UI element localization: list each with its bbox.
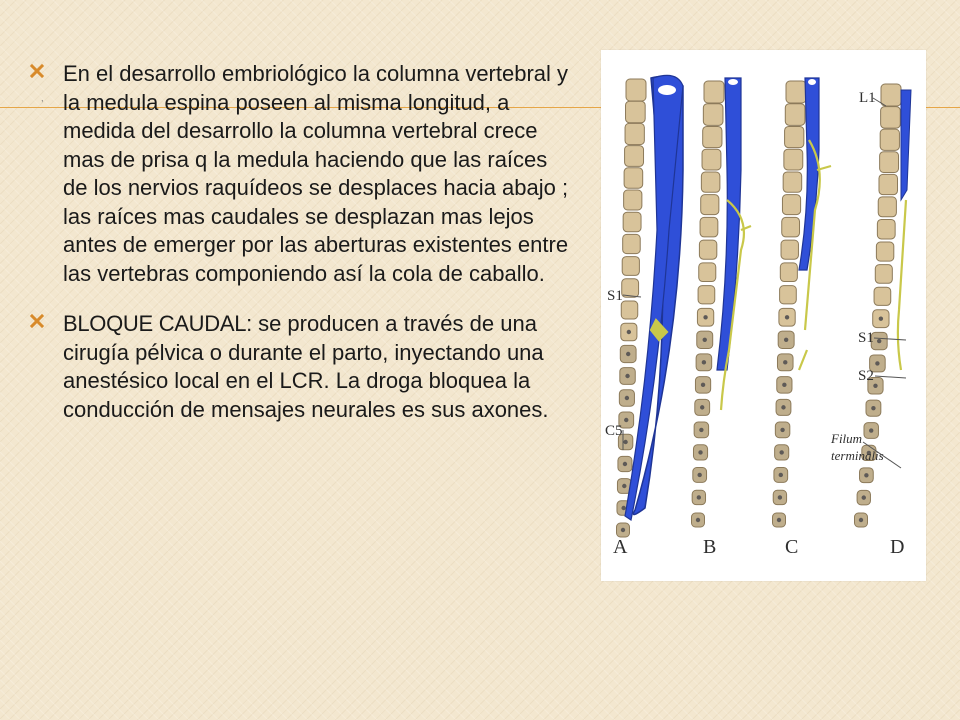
vertebra-dot-c xyxy=(783,360,787,364)
vertebra-d xyxy=(877,219,895,238)
vertebra-dot-c xyxy=(782,383,786,387)
nerve-root xyxy=(898,200,906,370)
vertebra-dot-b xyxy=(697,495,701,499)
panel-label-d: D xyxy=(890,536,905,558)
bullet-text: En el desarrollo embriológico la columna vertebral y la medula espina poseen al misma longitud, a medida del desarrollo la columna vertebral crece mas de prisa q la medula haciendo que las raíces de los nervios raquídeos se desplaces hacia abajo ; las raíces mas caudales se desplazan mas lejos antes de emerger por las aberturas existentes entre las vertebras componiendo así la cola de caballo. xyxy=(63,61,569,286)
vertebra-a xyxy=(623,212,641,232)
vertebra-dot-d xyxy=(871,406,875,410)
vertebra-dot-c xyxy=(779,450,783,454)
vertebra-c xyxy=(783,172,802,192)
vertebra-a xyxy=(621,301,638,319)
vertebra-dot-d xyxy=(873,384,877,388)
panel-label-c: C xyxy=(785,536,799,558)
bullet-keyword: BLOQUE CAUDAL: xyxy=(63,311,252,336)
vertebra-dot-b xyxy=(703,338,707,342)
label-l1-d: L1 xyxy=(859,90,876,106)
vertebra-b xyxy=(703,126,722,147)
bullet-list xyxy=(30,60,570,446)
vertebra-d xyxy=(875,265,892,284)
vertebra-dot-a xyxy=(621,506,625,510)
vertebra-dot-b xyxy=(697,473,701,477)
vertebra-c xyxy=(780,263,797,282)
vertebra-b xyxy=(704,81,724,103)
vertebra-a xyxy=(624,168,643,188)
vertebra-dot-b xyxy=(703,315,707,319)
vertebra-dot-d xyxy=(869,428,873,432)
figure-canvas xyxy=(601,50,926,581)
vertebra-dot-d xyxy=(877,339,881,343)
label-s2-d: S2 xyxy=(858,368,874,384)
label-filum-2: terminalis xyxy=(831,448,884,463)
vertebra-dot-a xyxy=(623,440,627,444)
vertebra-dot-d xyxy=(859,518,863,522)
vertebra-d xyxy=(881,84,901,106)
vertebra-dot-c xyxy=(785,315,789,319)
vertebra-c xyxy=(780,286,797,304)
vertebra-dot-a xyxy=(625,374,629,378)
vertebra-c xyxy=(782,217,800,236)
canal-b xyxy=(728,79,738,85)
vertebra-b xyxy=(701,195,719,215)
vertebra-dot-d xyxy=(864,473,868,477)
x-bullet-icon xyxy=(30,314,44,328)
label-s1-a: S1 xyxy=(607,288,623,304)
small-mark: , xyxy=(41,93,44,103)
bullet-item-2 xyxy=(30,310,570,424)
vertebra-dot-c xyxy=(777,518,781,522)
spinal-cord-d xyxy=(901,90,911,200)
vertebra-dot-a xyxy=(622,484,626,488)
vertebra-d xyxy=(876,242,893,261)
vertebra-c xyxy=(784,149,803,170)
vertebra-d xyxy=(880,129,899,150)
vertebra-d xyxy=(878,197,896,217)
vertebra-b xyxy=(699,263,716,282)
vertebra-c xyxy=(782,195,800,215)
vertebra-dot-d xyxy=(875,361,879,365)
vertebra-b xyxy=(702,149,721,170)
vertebra-a xyxy=(622,257,639,276)
spinal-development-figure xyxy=(601,50,926,581)
canal-c xyxy=(808,79,816,85)
vertebra-c xyxy=(786,81,806,103)
vertebra-dot-b xyxy=(701,383,705,387)
vertebra-dot-b xyxy=(698,450,702,454)
vertebra-dot-c xyxy=(784,338,788,342)
vertebra-b xyxy=(699,240,716,259)
vertebra-dot-c xyxy=(778,495,782,499)
vertebra-dot-b xyxy=(696,518,700,522)
bullet-item-1 xyxy=(30,60,570,288)
vertebra-d xyxy=(880,152,899,173)
vertebra-a xyxy=(626,101,646,123)
x-bullet-icon xyxy=(30,64,44,78)
vertebra-a xyxy=(623,234,641,253)
vertebra-dot-b xyxy=(699,428,703,432)
bullet-text: se producen a través de una cirugía pélvica o durante el parto, inyectando una anestésico local en el LCR. La droga bloquea la conducción de mensajes neurales es sus axones. xyxy=(63,311,549,422)
label-s1-d: S1 xyxy=(858,330,874,346)
vertebra-b xyxy=(701,172,720,192)
vertebra-dot-a xyxy=(625,396,629,400)
vertebra-d xyxy=(881,107,901,129)
vertebra-dot-a xyxy=(623,462,627,466)
vertebra-dot-c xyxy=(781,405,785,409)
vertebra-a xyxy=(625,123,644,144)
vertebra-a xyxy=(626,79,646,101)
vertebra-d xyxy=(879,174,898,194)
vertebra-dot-d xyxy=(862,495,866,499)
vertebra-c xyxy=(781,240,798,259)
vertebra-a xyxy=(625,146,644,167)
vertebra-a xyxy=(624,190,642,210)
vertebra-dot-b xyxy=(700,405,704,409)
vertebra-dot-c xyxy=(779,473,783,477)
vertebra-b xyxy=(700,217,718,236)
vertebra-dot-b xyxy=(702,360,706,364)
panel-label-a: A xyxy=(613,536,628,558)
vertebra-dot-a xyxy=(624,418,628,422)
vertebra-dot-c xyxy=(780,428,784,432)
label-c5-a: C5 xyxy=(605,423,623,439)
vertebra-dot-a xyxy=(626,352,630,356)
vertebra-c xyxy=(785,126,804,147)
canal-a xyxy=(658,85,676,95)
vertebra-dot-a xyxy=(621,528,625,532)
vertebra-b xyxy=(698,286,715,304)
vertebra-c xyxy=(785,104,805,126)
vertebra-dot-d xyxy=(879,316,883,320)
vertebra-dot-a xyxy=(627,330,631,334)
label-filum-1: Filum xyxy=(831,431,863,446)
vertebra-b xyxy=(703,104,723,126)
panel-label-b: B xyxy=(703,536,717,558)
vertebra-a xyxy=(622,279,639,297)
vertebra-d xyxy=(874,287,891,305)
